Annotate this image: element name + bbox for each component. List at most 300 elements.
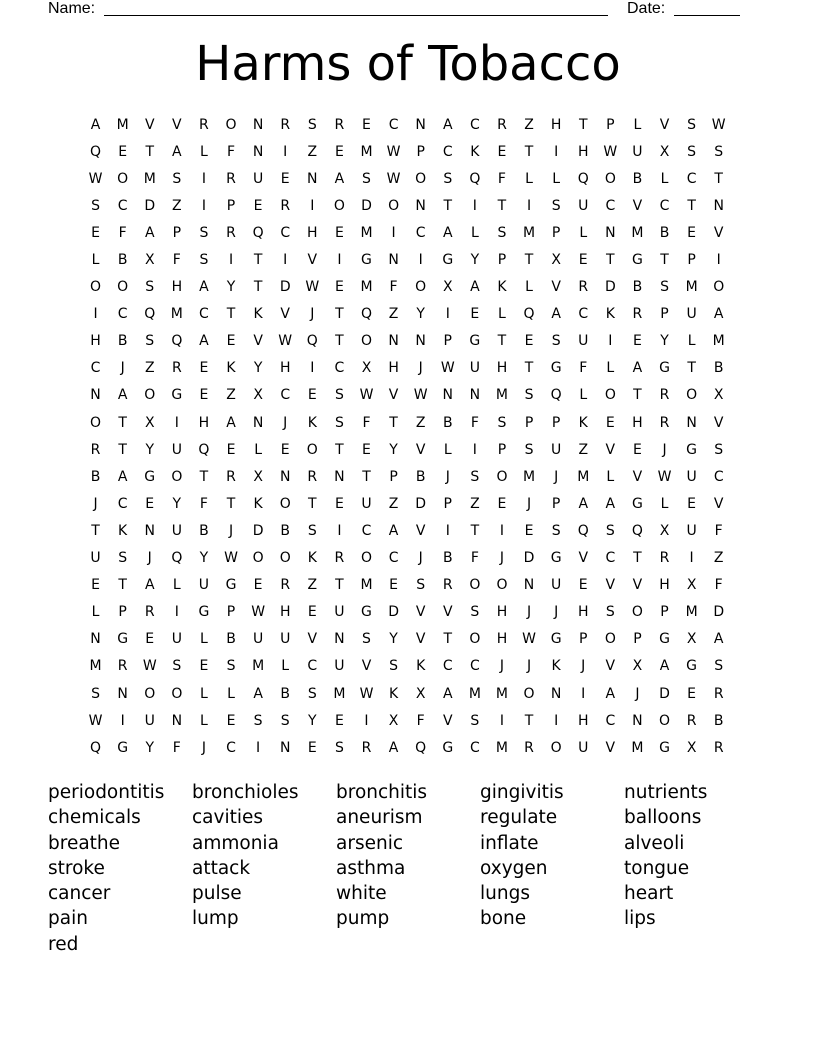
grid-letter[interactable]: N <box>334 468 345 485</box>
grid-letter[interactable]: S <box>470 712 480 729</box>
grid-letter[interactable]: K <box>497 279 507 296</box>
grid-letter[interactable]: L <box>200 712 208 729</box>
grid-letter[interactable]: N <box>388 252 399 269</box>
grid-letter[interactable]: O <box>225 116 237 133</box>
grid-letter[interactable]: N <box>307 170 318 187</box>
grid-letter[interactable]: F <box>172 739 181 756</box>
grid-letter[interactable]: B <box>632 170 643 187</box>
grid-letter[interactable]: B <box>442 414 453 431</box>
grid-letter[interactable]: E <box>280 441 290 458</box>
grid-letter[interactable]: I <box>256 739 261 756</box>
grid-letter[interactable]: J <box>310 306 315 323</box>
grid-letter[interactable]: K <box>253 495 263 512</box>
grid-letter[interactable]: R <box>307 468 318 485</box>
grid-letter[interactable]: E <box>91 577 100 594</box>
grid-letter[interactable]: X <box>632 658 643 675</box>
grid-letter[interactable]: N <box>469 387 481 404</box>
grid-letter[interactable]: J <box>526 604 532 621</box>
grid-letter[interactable]: G <box>442 739 454 756</box>
grid-letter[interactable]: G <box>631 495 643 512</box>
grid-letter[interactable]: E <box>687 685 697 702</box>
grid-letter[interactable]: T <box>335 333 344 350</box>
grid-letter[interactable]: V <box>172 116 182 133</box>
grid-letter[interactable]: A <box>388 522 399 539</box>
grid-letter[interactable]: I <box>608 333 613 350</box>
grid-letter[interactable]: S <box>307 116 317 133</box>
grid-letter[interactable]: X <box>144 414 155 431</box>
grid-letter[interactable]: T <box>687 197 696 214</box>
grid-letter[interactable]: Q <box>171 333 183 350</box>
grid-letter[interactable]: U <box>171 441 182 458</box>
grid-letter[interactable]: H <box>307 224 318 241</box>
grid-letter[interactable]: Q <box>577 170 589 187</box>
grid-letter[interactable]: T <box>497 333 507 350</box>
grid-letter[interactable]: C <box>388 550 399 567</box>
grid-letter[interactable]: L <box>579 387 588 404</box>
grid-letter[interactable]: W <box>88 712 103 729</box>
grid-letter[interactable]: F <box>362 414 371 431</box>
grid-letter[interactable]: D <box>604 279 616 296</box>
grid-letter[interactable]: C <box>605 550 616 567</box>
grid-letter[interactable]: J <box>445 468 450 485</box>
grid-letter[interactable]: J <box>635 685 640 702</box>
grid-letter[interactable]: T <box>118 414 127 431</box>
grid-letter[interactable]: V <box>307 252 318 269</box>
grid-letter[interactable]: V <box>361 658 372 675</box>
grid-letter[interactable]: N <box>686 414 697 431</box>
grid-letter[interactable]: K <box>551 658 561 675</box>
grid-letter[interactable]: S <box>470 468 480 485</box>
grid-letter[interactable]: D <box>252 522 264 539</box>
grid-letter[interactable]: E <box>524 333 534 350</box>
grid-letter[interactable]: E <box>334 224 344 241</box>
grid-letter[interactable]: S <box>362 631 371 648</box>
grid-letter[interactable]: N <box>90 387 101 404</box>
grid-letter[interactable]: M <box>170 306 183 323</box>
grid-letter[interactable]: V <box>632 468 643 485</box>
grid-letter[interactable]: N <box>388 333 399 350</box>
grid-letter[interactable]: B <box>199 522 209 539</box>
grid-letter[interactable]: M <box>495 387 508 404</box>
grid-letter[interactable]: E <box>524 522 534 539</box>
grid-letter[interactable]: M <box>495 739 508 756</box>
grid-letter[interactable]: S <box>687 143 697 160</box>
grid-letter[interactable]: R <box>171 360 182 377</box>
grid-letter[interactable]: Z <box>307 577 318 594</box>
grid-letter[interactable]: E <box>253 197 263 214</box>
grid-letter[interactable]: P <box>551 414 561 431</box>
grid-letter[interactable]: L <box>552 170 561 187</box>
grid-letter[interactable]: R <box>280 197 291 214</box>
grid-letter[interactable]: O <box>469 631 481 648</box>
grid-letter[interactable]: Y <box>389 631 398 648</box>
grid-letter[interactable]: P <box>443 495 452 512</box>
grid-letter[interactable]: R <box>578 279 589 296</box>
grid-letter[interactable]: T <box>687 360 696 377</box>
grid-letter[interactable]: R <box>361 739 372 756</box>
grid-letter[interactable]: S <box>660 279 669 296</box>
grid-letter[interactable]: T <box>226 306 236 323</box>
grid-letter[interactable]: H <box>659 577 670 594</box>
grid-letter[interactable]: H <box>388 360 399 377</box>
grid-letter[interactable]: S <box>91 685 100 702</box>
grid-letter[interactable]: C <box>578 306 589 323</box>
grid-letter[interactable]: I <box>472 441 477 458</box>
grid-letter[interactable]: M <box>89 658 102 675</box>
grid-letter[interactable]: K <box>470 143 480 160</box>
grid-letter[interactable]: M <box>333 685 346 702</box>
grid-letter[interactable]: L <box>91 252 100 269</box>
grid-letter[interactable]: O <box>360 550 372 567</box>
grid-letter[interactable]: W <box>278 333 293 350</box>
grid-letter[interactable]: D <box>523 550 535 567</box>
grid-letter[interactable]: E <box>578 252 588 269</box>
grid-letter[interactable]: N <box>442 387 453 404</box>
grid-letter[interactable]: V <box>253 333 263 350</box>
grid-letter[interactable]: B <box>117 252 128 269</box>
grid-letter[interactable]: P <box>443 333 452 350</box>
grid-letter[interactable]: C <box>415 224 426 241</box>
grid-letter[interactable]: Z <box>524 116 534 133</box>
grid-letter[interactable]: O <box>90 414 102 431</box>
grid-letter[interactable]: S <box>524 387 534 404</box>
grid-letter[interactable]: Q <box>577 522 589 539</box>
grid-letter[interactable]: N <box>632 712 643 729</box>
grid-letter[interactable]: S <box>334 387 344 404</box>
grid-letter[interactable]: S <box>443 170 453 187</box>
grid-letter[interactable]: V <box>713 414 724 431</box>
grid-letter[interactable]: A <box>388 739 399 756</box>
grid-letter[interactable]: Z <box>144 360 155 377</box>
grid-letter[interactable]: L <box>525 170 533 187</box>
grid-letter[interactable]: W <box>305 279 320 296</box>
grid-letter[interactable]: R <box>226 170 236 187</box>
grid-letter[interactable]: O <box>333 197 345 214</box>
grid-letter[interactable]: I <box>445 522 450 539</box>
grid-letter[interactable]: C <box>469 658 480 675</box>
grid-letter[interactable]: E <box>91 224 100 241</box>
grid-letter[interactable]: A <box>90 116 101 133</box>
grid-letter[interactable]: W <box>386 170 401 187</box>
grid-letter[interactable]: U <box>334 658 345 675</box>
grid-letter[interactable]: N <box>713 197 724 214</box>
grid-letter[interactable]: R <box>686 712 697 729</box>
grid-letter[interactable]: X <box>713 387 724 404</box>
grid-letter[interactable]: M <box>631 224 644 241</box>
grid-letter[interactable]: J <box>662 441 667 458</box>
grid-letter[interactable]: J <box>526 495 532 512</box>
grid-letter[interactable]: I <box>526 197 532 214</box>
grid-letter[interactable]: T <box>226 495 236 512</box>
grid-letter[interactable]: M <box>685 604 698 621</box>
grid-letter[interactable]: Y <box>253 360 263 377</box>
grid-letter[interactable]: F <box>470 550 479 567</box>
grid-letter[interactable]: P <box>118 604 127 621</box>
grid-letter[interactable]: R <box>713 739 724 756</box>
grid-letter[interactable]: N <box>415 333 426 350</box>
grid-letter[interactable]: A <box>713 306 724 323</box>
grid-letter[interactable]: A <box>713 631 724 648</box>
grid-letter[interactable]: H <box>577 143 589 160</box>
grid-letter[interactable]: Q <box>523 306 535 323</box>
grid-letter[interactable]: P <box>226 197 236 214</box>
grid-letter[interactable]: S <box>226 658 236 675</box>
grid-letter[interactable]: O <box>523 685 535 702</box>
grid-letter[interactable]: K <box>307 550 317 567</box>
grid-letter[interactable]: C <box>226 739 236 756</box>
grid-letter[interactable]: J <box>147 550 152 567</box>
grid-letter[interactable]: S <box>280 712 290 729</box>
grid-letter[interactable]: S <box>334 414 344 431</box>
grid-letter[interactable]: I <box>716 252 721 269</box>
grid-letter[interactable]: I <box>499 712 505 729</box>
grid-letter[interactable]: Z <box>578 441 589 458</box>
grid-letter[interactable]: D <box>279 279 291 296</box>
grid-letter[interactable]: R <box>659 387 670 404</box>
grid-letter[interactable]: C <box>605 712 616 729</box>
grid-letter[interactable]: V <box>415 522 426 539</box>
grid-letter[interactable]: B <box>442 550 453 567</box>
grid-letter[interactable]: O <box>90 279 102 296</box>
grid-letter[interactable]: O <box>659 712 671 729</box>
grid-letter[interactable]: H <box>496 604 508 621</box>
grid-letter[interactable]: F <box>118 224 127 241</box>
grid-letter[interactable]: M <box>712 333 725 350</box>
grid-letter[interactable]: E <box>118 143 128 160</box>
grid-letter[interactable]: N <box>252 143 264 160</box>
grid-letter[interactable]: E <box>307 739 317 756</box>
grid-letter[interactable]: V <box>442 604 453 621</box>
grid-letter[interactable]: L <box>470 224 479 241</box>
grid-letter[interactable]: L <box>660 170 669 187</box>
grid-letter[interactable]: G <box>117 739 129 756</box>
grid-letter[interactable]: T <box>443 197 453 214</box>
grid-letter[interactable]: U <box>578 197 589 214</box>
grid-letter[interactable]: H <box>171 279 183 296</box>
grid-letter[interactable]: R <box>659 550 670 567</box>
grid-letter[interactable]: P <box>551 224 561 241</box>
grid-letter[interactable]: S <box>145 279 155 296</box>
grid-letter[interactable]: S <box>389 658 399 675</box>
grid-letter[interactable]: R <box>144 604 155 621</box>
grid-letter[interactable]: C <box>442 658 453 675</box>
grid-letter[interactable]: C <box>280 387 291 404</box>
grid-letter[interactable]: M <box>685 279 698 296</box>
name-blank-line[interactable] <box>104 15 608 16</box>
grid-letter[interactable]: S <box>551 522 561 539</box>
grid-letter[interactable]: Q <box>90 143 102 160</box>
grid-letter[interactable]: B <box>632 279 643 296</box>
grid-letter[interactable]: E <box>145 631 155 648</box>
grid-letter[interactable]: P <box>497 441 507 458</box>
grid-letter[interactable]: L <box>200 685 208 702</box>
grid-letter[interactable]: G <box>659 739 670 756</box>
grid-letter[interactable]: F <box>389 279 398 296</box>
grid-letter[interactable]: O <box>415 279 427 296</box>
grid-letter[interactable]: R <box>442 577 453 594</box>
grid-letter[interactable]: W <box>142 658 157 675</box>
grid-letter[interactable]: X <box>551 252 561 269</box>
grid-letter[interactable]: C <box>713 468 724 485</box>
grid-letter[interactable]: B <box>713 712 724 729</box>
grid-letter[interactable]: W <box>224 550 238 567</box>
grid-letter[interactable]: K <box>307 414 317 431</box>
grid-letter[interactable]: H <box>279 360 291 377</box>
grid-letter[interactable]: M <box>360 279 373 296</box>
grid-letter[interactable]: A <box>442 685 453 702</box>
grid-letter[interactable]: L <box>606 468 615 485</box>
grid-letter[interactable]: W <box>711 116 726 133</box>
grid-letter[interactable]: M <box>523 468 536 485</box>
grid-letter[interactable]: V <box>388 387 399 404</box>
grid-letter[interactable]: F <box>579 360 588 377</box>
grid-letter[interactable]: E <box>307 604 317 621</box>
grid-letter[interactable]: A <box>470 279 480 296</box>
grid-letter[interactable]: V <box>713 224 724 241</box>
grid-letter[interactable]: O <box>415 170 427 187</box>
grid-letter[interactable]: E <box>497 143 507 160</box>
grid-letter[interactable]: J <box>581 658 586 675</box>
grid-letter[interactable]: C <box>90 360 101 377</box>
grid-letter[interactable]: X <box>253 387 263 404</box>
grid-letter[interactable]: E <box>253 577 263 594</box>
grid-letter[interactable]: I <box>283 252 288 269</box>
grid-letter[interactable]: E <box>687 495 697 512</box>
grid-letter[interactable]: I <box>391 224 396 241</box>
grid-letter[interactable]: U <box>198 577 210 594</box>
grid-letter[interactable]: C <box>469 116 480 133</box>
grid-letter[interactable]: Y <box>172 495 182 512</box>
grid-letter[interactable]: G <box>686 658 698 675</box>
grid-letter[interactable]: X <box>415 685 426 702</box>
grid-letter[interactable]: H <box>198 414 210 431</box>
grid-letter[interactable]: O <box>550 739 562 756</box>
grid-letter[interactable]: H <box>577 604 589 621</box>
grid-letter[interactable]: Y <box>308 712 317 729</box>
grid-letter[interactable]: O <box>279 550 291 567</box>
grid-letter[interactable]: M <box>360 224 373 241</box>
grid-letter[interactable]: O <box>496 577 508 594</box>
grid-letter[interactable]: E <box>470 306 480 323</box>
grid-letter[interactable]: I <box>120 712 125 729</box>
grid-letter[interactable]: N <box>550 685 562 702</box>
grid-letter[interactable]: A <box>605 495 616 512</box>
grid-letter[interactable]: F <box>226 143 236 160</box>
grid-letter[interactable]: J <box>228 522 234 539</box>
grid-letter[interactable]: G <box>361 604 372 621</box>
grid-letter[interactable]: W <box>603 143 618 160</box>
grid-letter[interactable]: E <box>199 387 209 404</box>
grid-letter[interactable]: T <box>524 252 534 269</box>
grid-letter[interactable]: T <box>524 712 534 729</box>
grid-letter[interactable]: I <box>174 604 179 621</box>
grid-letter[interactable]: F <box>416 712 425 729</box>
grid-letter[interactable]: O <box>306 441 318 458</box>
grid-letter[interactable]: W <box>657 468 672 485</box>
grid-letter[interactable]: V <box>415 631 426 648</box>
grid-letter[interactable]: F <box>714 522 723 539</box>
grid-letter[interactable]: Q <box>306 333 318 350</box>
grid-letter[interactable]: G <box>659 360 670 377</box>
grid-letter[interactable]: R <box>117 658 128 675</box>
grid-letter[interactable]: K <box>226 360 236 377</box>
grid-letter[interactable]: T <box>633 387 642 404</box>
grid-letter[interactable]: U <box>144 712 155 729</box>
grid-letter[interactable]: P <box>687 252 696 269</box>
grid-letter[interactable]: R <box>659 414 670 431</box>
grid-letter[interactable]: A <box>578 495 589 512</box>
grid-letter[interactable]: E <box>362 441 371 458</box>
grid-letter[interactable]: E <box>632 333 642 350</box>
grid-letter[interactable]: R <box>280 577 291 594</box>
grid-letter[interactable]: I <box>337 252 342 269</box>
grid-letter[interactable]: E <box>334 712 344 729</box>
grid-letter[interactable]: E <box>226 441 236 458</box>
grid-letter[interactable]: T <box>497 197 507 214</box>
grid-letter[interactable]: B <box>90 468 101 485</box>
grid-letter[interactable]: U <box>171 631 182 648</box>
grid-letter[interactable]: P <box>579 631 588 648</box>
grid-letter[interactable]: U <box>551 577 562 594</box>
grid-letter[interactable]: L <box>227 685 235 702</box>
grid-letter[interactable]: U <box>90 550 101 567</box>
grid-letter[interactable]: Y <box>416 306 425 323</box>
grid-letter[interactable]: R <box>226 468 236 485</box>
grid-letter[interactable]: V <box>605 739 616 756</box>
grid-letter[interactable]: T <box>253 279 263 296</box>
grid-letter[interactable]: A <box>659 658 670 675</box>
grid-letter[interactable]: N <box>252 116 264 133</box>
grid-letter[interactable]: O <box>171 468 183 485</box>
grid-letter[interactable]: V <box>605 577 616 594</box>
grid-letter[interactable]: E <box>389 577 398 594</box>
grid-letter[interactable]: H <box>496 631 508 648</box>
grid-letter[interactable]: T <box>362 468 371 485</box>
grid-letter[interactable]: T <box>633 550 642 567</box>
grid-letter[interactable]: L <box>254 441 263 458</box>
grid-letter[interactable]: B <box>280 685 290 702</box>
grid-letter[interactable]: U <box>686 522 697 539</box>
grid-letter[interactable]: C <box>686 170 697 187</box>
grid-letter[interactable]: P <box>633 631 642 648</box>
grid-letter[interactable]: F <box>470 414 479 431</box>
grid-letter[interactable]: M <box>360 143 373 160</box>
grid-letter[interactable]: M <box>631 739 644 756</box>
grid-letter[interactable]: C <box>199 306 209 323</box>
grid-letter[interactable]: C <box>307 658 318 675</box>
grid-letter[interactable]: P <box>524 414 534 431</box>
grid-letter[interactable]: F <box>172 252 181 269</box>
grid-letter[interactable]: Z <box>226 387 236 404</box>
grid-letter[interactable]: N <box>144 522 155 539</box>
grid-letter[interactable]: B <box>659 224 670 241</box>
grid-letter[interactable]: I <box>337 522 342 539</box>
grid-letter[interactable]: M <box>143 170 156 187</box>
grid-letter[interactable]: Y <box>660 333 669 350</box>
grid-letter[interactable]: X <box>686 739 697 756</box>
grid-letter[interactable]: A <box>117 387 128 404</box>
grid-letter[interactable]: O <box>388 197 400 214</box>
grid-letter[interactable]: T <box>389 414 398 431</box>
grid-letter[interactable]: Y <box>199 550 209 567</box>
grid-letter[interactable]: H <box>550 116 562 133</box>
grid-letter[interactable]: M <box>252 658 265 675</box>
grid-letter[interactable]: R <box>524 739 534 756</box>
grid-letter[interactable]: T <box>118 577 127 594</box>
grid-letter[interactable]: T <box>714 170 723 187</box>
grid-letter[interactable]: O <box>604 631 616 648</box>
grid-letter[interactable]: L <box>443 441 452 458</box>
